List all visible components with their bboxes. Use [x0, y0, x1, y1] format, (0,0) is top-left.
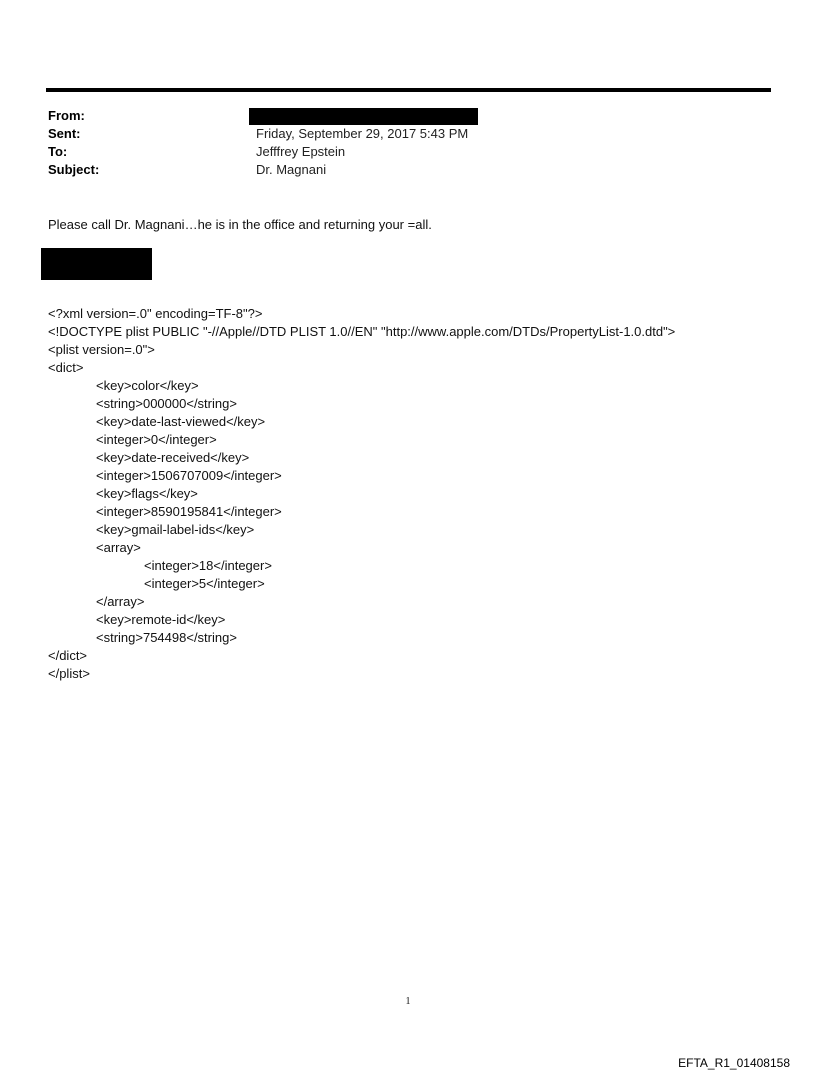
plist-line: <key>flags</key>	[96, 486, 198, 501]
redaction-box-from	[249, 108, 478, 125]
to-label: To:	[48, 144, 68, 159]
header-divider	[46, 88, 771, 92]
plist-line: <key>date-last-viewed</key>	[96, 414, 266, 429]
email-body-text: Please call Dr. Magnani…he is in the office and returning your =all.	[48, 217, 432, 232]
subject-label: Subject:	[48, 162, 100, 177]
plist-line: <key>date-received</key>	[96, 450, 250, 465]
to-value: Jefffrey Epstein	[256, 144, 346, 159]
plist-line: <integer>0</integer>	[96, 432, 217, 447]
plist-line: </plist>	[48, 666, 90, 681]
from-label: From:	[48, 108, 85, 123]
plist-line: <integer>1506707009</integer>	[96, 468, 282, 483]
plist-line: <array>	[96, 540, 141, 555]
plist-line: <dict>	[48, 360, 84, 375]
plist-line: </array>	[96, 594, 145, 609]
sent-value: Friday, September 29, 2017 5:43 PM	[256, 126, 469, 141]
plist-line: <string>754498</string>	[96, 630, 237, 645]
plist-line: <string>000000</string>	[96, 396, 237, 411]
subject-value: Dr. Magnani	[256, 162, 327, 177]
plist-line: <integer>5</integer>	[144, 576, 265, 591]
sent-label: Sent:	[48, 126, 81, 141]
plist-line: <!DOCTYPE plist PUBLIC "-//Apple//DTD PLIST 1.0//EN" "http://www.apple.com/DTDs/PropertyList-1.0.dtd">	[48, 324, 676, 339]
redaction-box-signature	[41, 248, 152, 280]
plist-line: <integer>8590195841</integer>	[96, 504, 282, 519]
plist-line: <key>color</key>	[96, 378, 199, 393]
document-id: EFTA_R1_01408158	[678, 1056, 790, 1070]
page-number: 1	[405, 996, 411, 1007]
plist-block	[48, 305, 675, 683]
plist-line: <key>gmail-label-ids</key>	[96, 522, 255, 537]
plist-line: <key>remote-id</key>	[96, 612, 226, 627]
plist-line: <?xml version=.0" encoding=TF-8"?>	[48, 306, 263, 321]
plist-line: <integer>18</integer>	[144, 558, 272, 573]
plist-line: </dict>	[48, 648, 88, 663]
plist-line: <plist version=.0">	[48, 342, 155, 357]
